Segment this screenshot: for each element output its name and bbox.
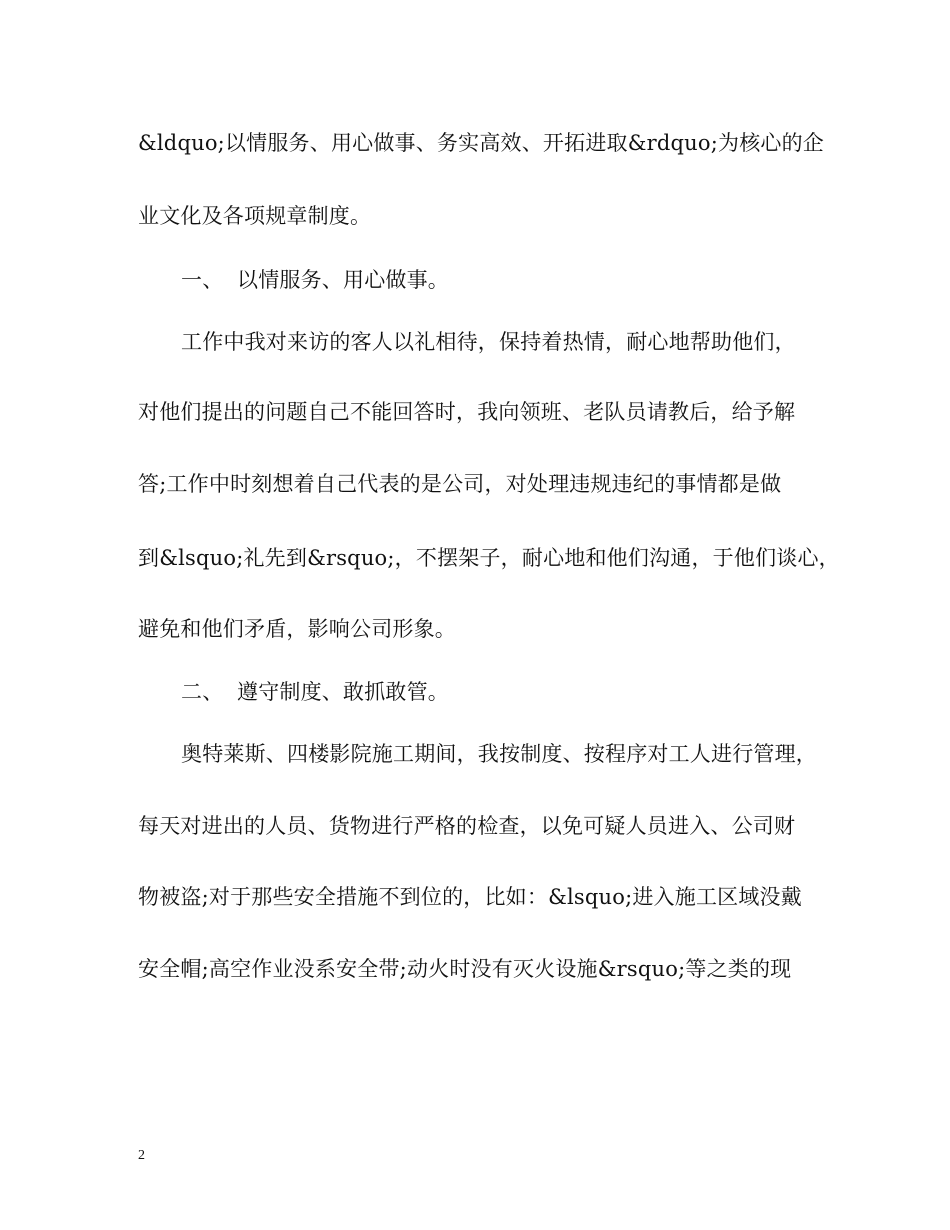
text-line: 安全帽;高空作业没系安全带;动火时没有灭火设施&rsquo;等之类的现 [138,957,792,981]
section-title: 遵守制度、敢抓敢管。 [237,680,449,704]
text-line: 对他们提出的问题自己不能回答时，我向领班、老队员请教后，给予解 [138,400,796,424]
section-heading-1 [181,265,881,295]
section-heading-2 [181,677,881,707]
paragraph-first-line: 工作中我对来访的客人以礼相待，保持着热情，耐心地帮助他们， [181,330,796,354]
section-number: 二、 [181,680,224,704]
page-number: 2 [138,1148,145,1163]
paragraph-first-line: 奥特莱斯、四楼影院施工期间，我按制度、按程序对工人进行管理， [181,742,817,766]
text-line: 避免和他们矛盾，影响公司形象。 [138,617,456,641]
text-line: 物被盗;对于那些安全措施不到位的，比如：&lsquo;进入施工区域没戴 [138,885,802,909]
text-line: 每天对进出的人员、货物进行严格的检查，以免可疑人员进入、公司财 [138,814,796,838]
text-line: &ldquo;以情服务、用心做事、务实高效、开拓进取&rdquo;为核心的企 [138,131,824,155]
section-number: 一、 [181,268,224,292]
text-line: 业文化及各项规章制度。 [138,204,372,228]
section-title: 以情服务、用心做事。 [237,268,449,292]
text-line: 到&lsquo;礼先到&rsquo;，不摆架子，耐心地和他们沟通，于他们谈心， [138,546,840,570]
text-line: 答;工作中时刻想着自己代表的是公司，对处理违规违纪的事情都是做 [138,472,782,496]
